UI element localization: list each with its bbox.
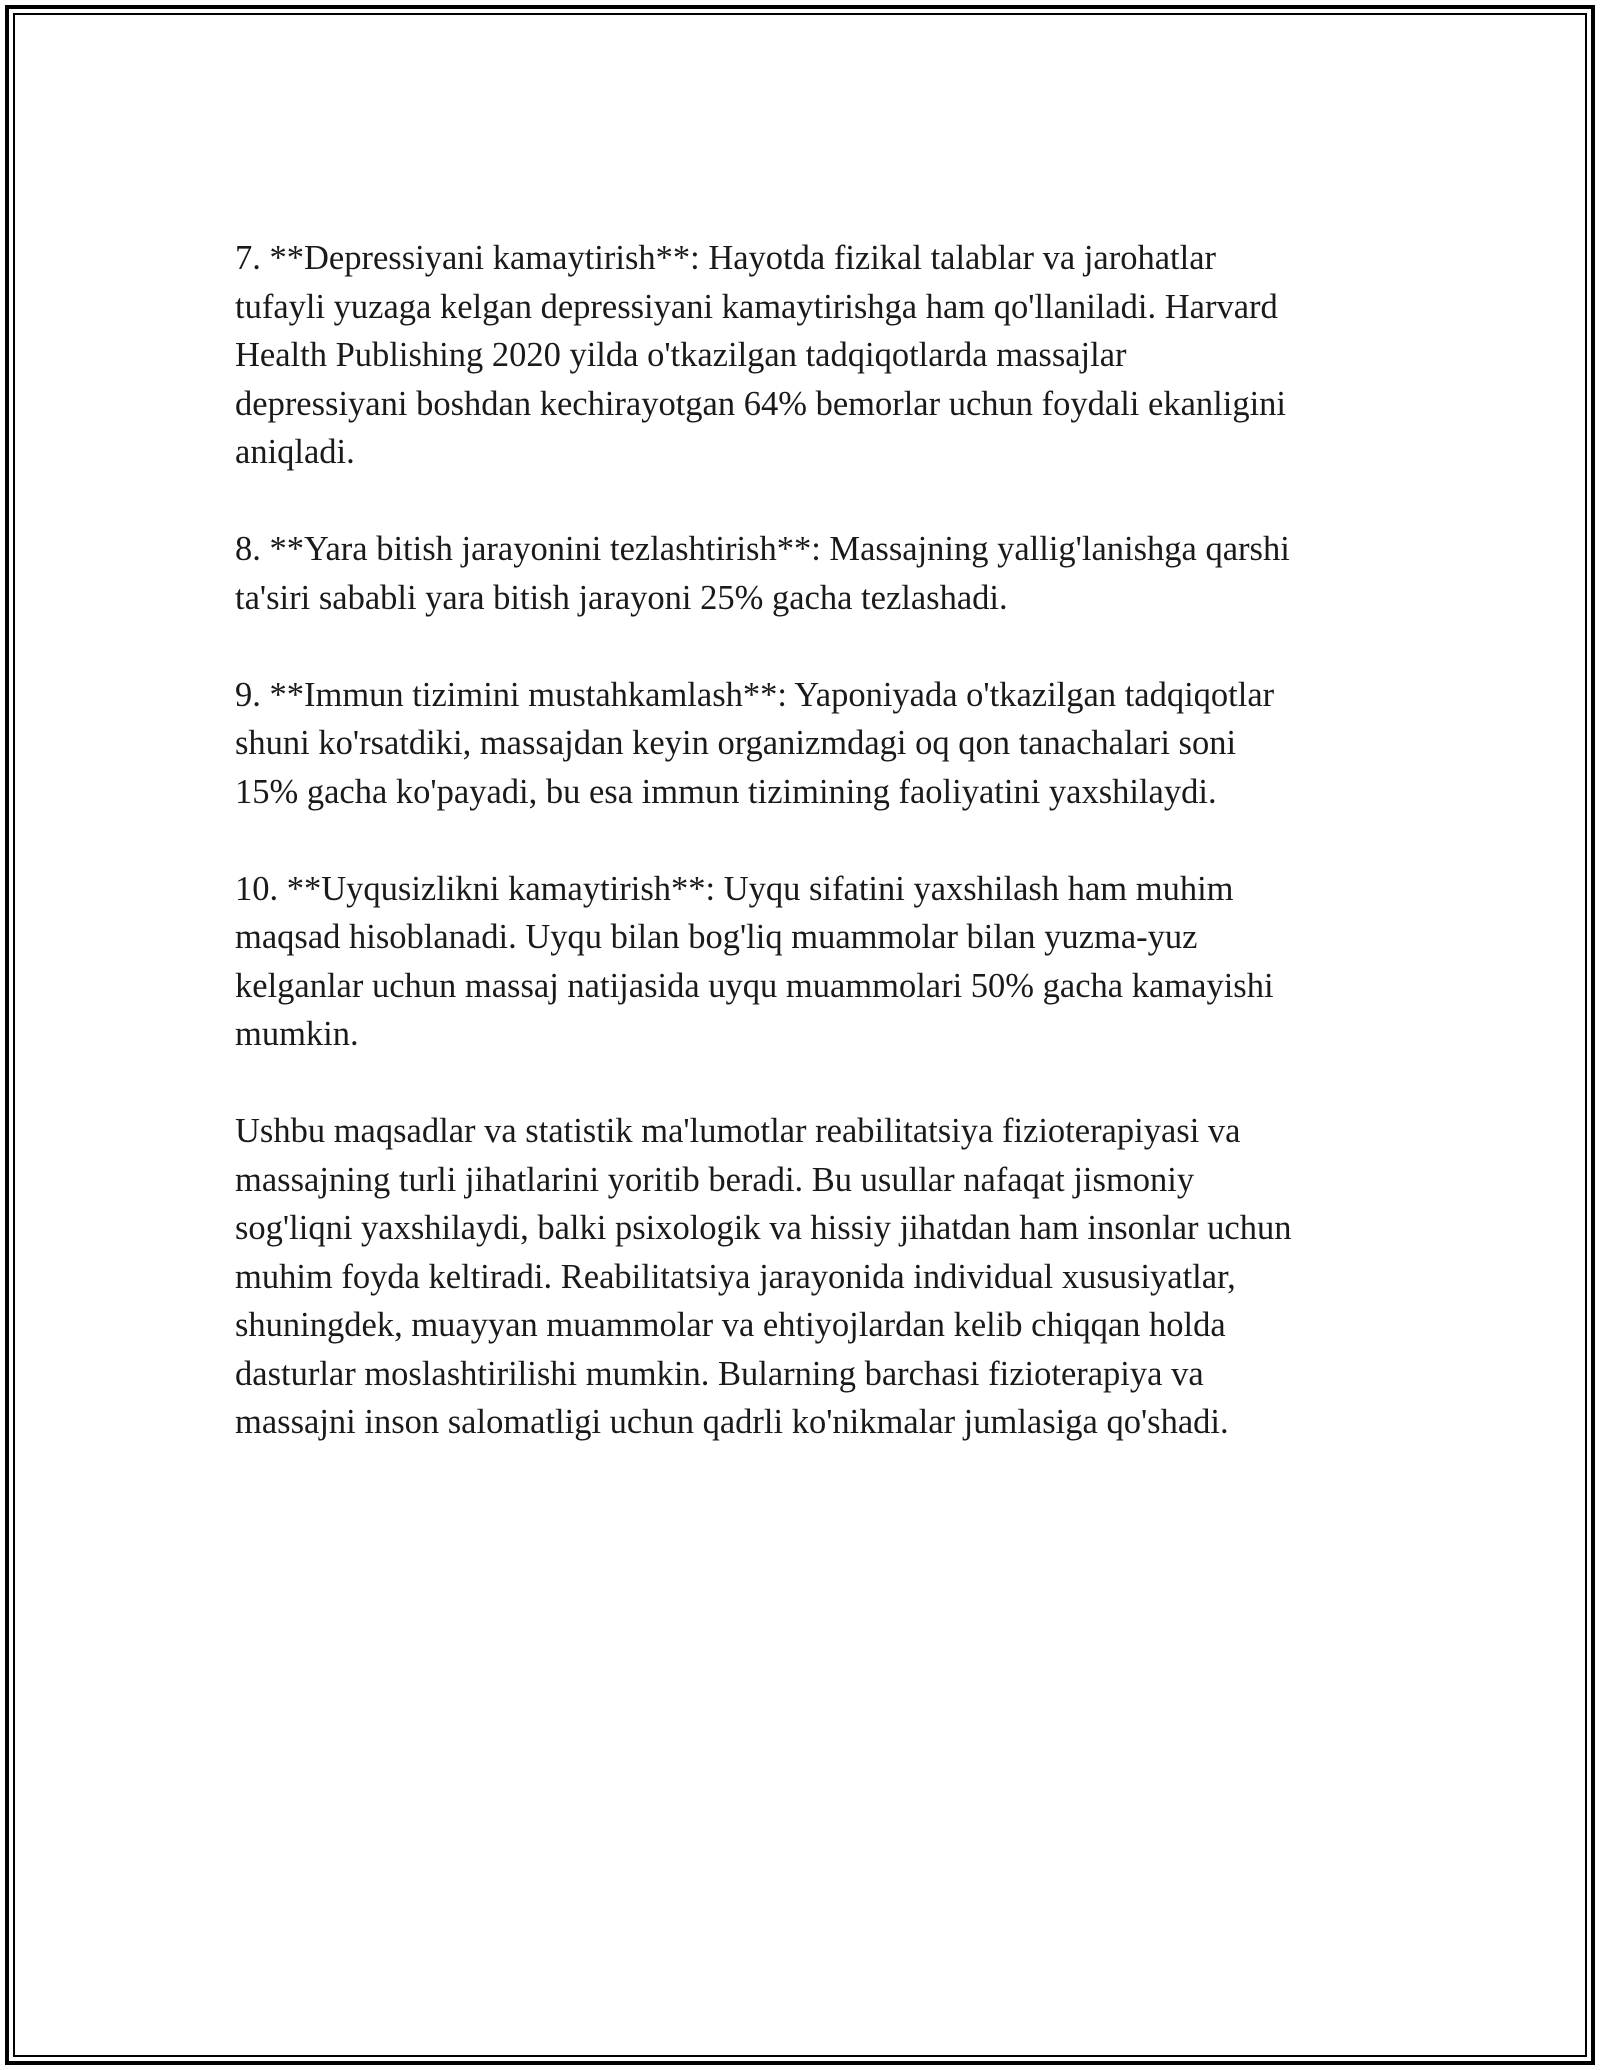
paragraph-item-10: 10. **Uyqusizlikni kamaytirish**: Uyqu sifatini yaxshilash ham muhim maqsad hisoblanadi. Uyqu bilan bog'liq muammolar bilan yuzma-yuz kelganlar uchun massaj natijasida uyqu muammolari 50% gacha kamayishi mumkin. — [235, 869, 1274, 1053]
document-body — [235, 234, 1375, 1495]
paragraph-conclusion: Ushbu maqsadlar va statistik ma'lumotlar reabilitatsiya fizioterapiyasi va massajning turli jihatlarini yoritib beradi. Bu usullar nafaqat jismoniy sog'liqni yaxshilaydi, balki psixologik va hissiy jihatdan ham insonlar uchun muhim foyda keltiradi. Reabilitatsiya jarayonida individual xususiyatlar, shuningdek, muayyan muammolar va ehtiyojlardan kelib chiqqan holda dasturlar moslashtirilishi mumkin. Bularning barchasi fizioterapiya va massajni inson salomatligi uchun qadrli ko'nikmalar jumlasiga qo'shadi. — [235, 1112, 1292, 1441]
paragraph-item-8: 8. **Yara bitish jarayonini tezlashtirish**: Massajning yallig'lanishga qarshi ta'siri sababli yara bitish jarayoni 25% gacha tezlashadi. — [235, 530, 1290, 617]
paragraph-item-7: 7. **Depressiyani kamaytirish**: Hayotda fizikal talablar va jarohatlar tufayli yuzaga kelgan depressiyani kamaytirishga ham qo'llaniladi. Harvard Health Publishing 2020 yilda o'tkazilgan tadqiqotlarda massajlar depressiyani boshdan kechirayotgan 64% bemorlar uchun foydali ekanligini aniqladi. — [235, 239, 1286, 471]
paragraph-item-9: 9. **Immun tizimini mustahkamlash**: Yaponiyada o'tkazilgan tadqiqotlar shuni ko'rsatdiki, massajdan keyin organizmdagi oq qon tanachalari soni 15% gacha ko'payadi, bu esa immun tizimining faoliyatini yaxshilaydi. — [235, 675, 1275, 811]
